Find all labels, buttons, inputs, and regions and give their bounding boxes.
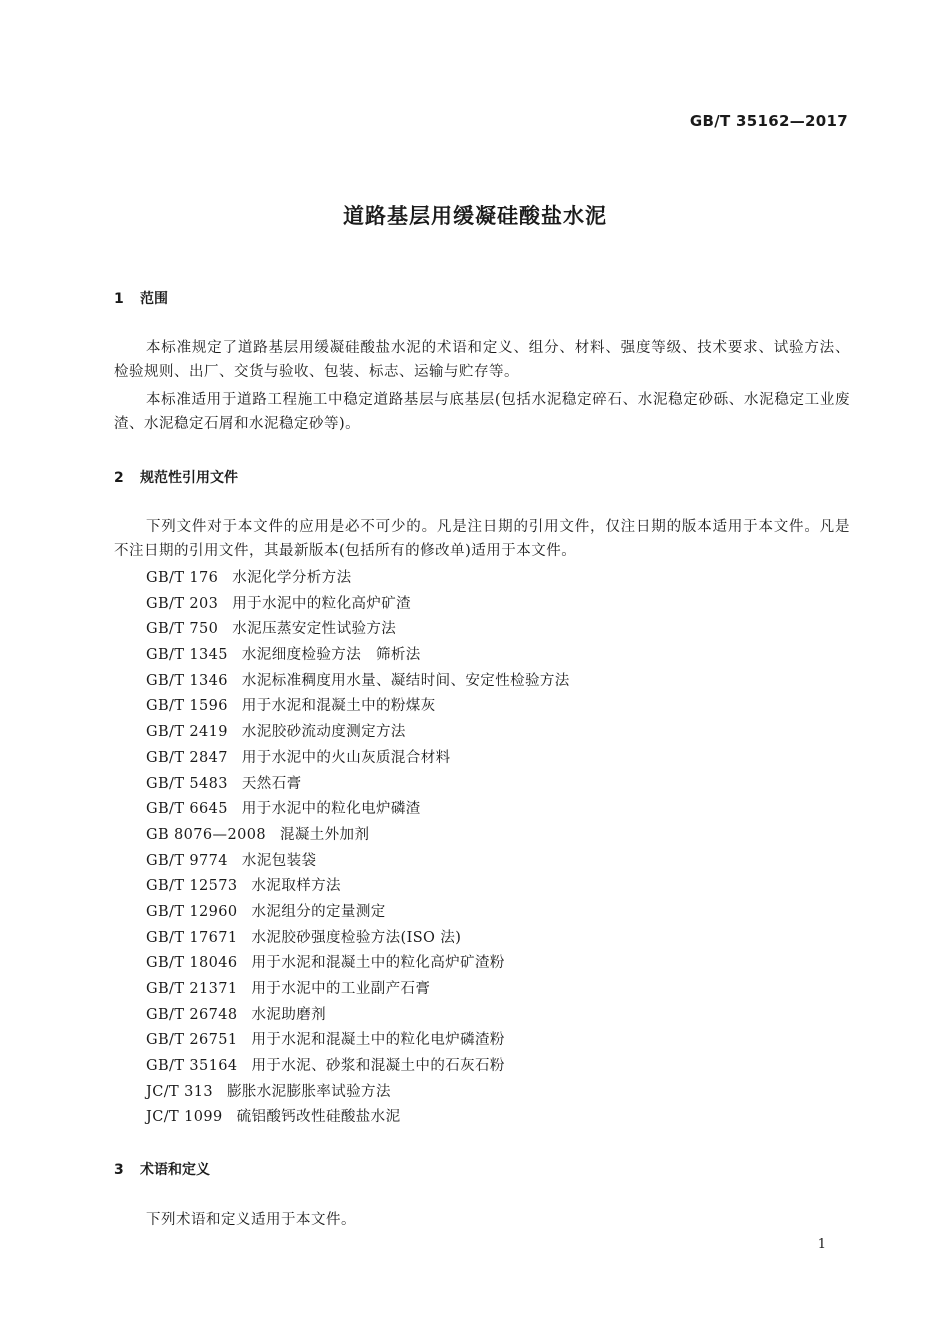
reference-code: GB/T 35164 [146, 1058, 238, 1075]
reference-title: 用于水泥中的火山灰质混合材料 [241, 749, 451, 766]
reference-title: 水泥包装袋 [241, 852, 317, 869]
reference-title: 混凝土外加剂 [279, 826, 370, 843]
reference-item [146, 746, 570, 772]
reference-code: GB/T 176 [146, 570, 219, 586]
reference-title: 水泥标准稠度用水量、凝结时间、安定性检验方法 [241, 672, 570, 689]
reference-code: GB/T 26751 [146, 1032, 238, 1049]
section-1-heading [114, 288, 168, 308]
reference-item [146, 669, 570, 695]
reference-code: GB/T 6645 [146, 801, 228, 818]
reference-item [146, 592, 570, 618]
reference-code: GB 8076—2008 [146, 826, 266, 843]
reference-item [146, 900, 570, 926]
reference-code: GB/T 12573 [146, 878, 238, 895]
document-title: 道路基层用缓凝硅酸盐水泥 [343, 204, 607, 228]
reference-title: 用于水泥中的粒化电炉磷渣 [241, 801, 421, 818]
reference-title: 硫铝酸钙改性硅酸盐水泥 [236, 1109, 401, 1126]
reference-item [146, 720, 570, 746]
section-number: 2 [114, 470, 124, 486]
reference-code: GB/T 1345 [146, 647, 228, 664]
reference-title: 水泥助磨剂 [251, 1006, 327, 1023]
reference-code: GB/T 18046 [146, 955, 238, 972]
normative-references-list [146, 566, 570, 1131]
reference-code: GB/T 750 [146, 621, 219, 638]
reference-title: 水泥压蒸安定性试验方法 [232, 621, 397, 638]
reference-item [146, 1080, 570, 1106]
reference-item [146, 1003, 570, 1029]
reference-title: 水泥取样方法 [251, 878, 341, 895]
reference-code: GB/T 9774 [146, 852, 228, 869]
section-3-heading [114, 1159, 210, 1179]
reference-title: 用于水泥和混凝土中的粒化高炉矿渣粉 [251, 955, 505, 972]
reference-item [146, 643, 570, 669]
section-title: 术语和定义 [140, 1162, 210, 1178]
reference-title: 用于水泥和混凝土中的粉煤灰 [241, 698, 436, 715]
reference-code: GB/T 17671 [146, 929, 238, 946]
reference-title: 用于水泥、砂浆和混凝土中的石灰石粉 [251, 1058, 505, 1075]
reference-code: GB/T 21371 [146, 981, 238, 997]
reference-item [146, 926, 570, 952]
reference-item [146, 1105, 570, 1131]
section-number: 1 [114, 291, 124, 307]
reference-item [146, 874, 570, 900]
reference-item [146, 951, 570, 977]
reference-code: GB/T 26748 [146, 1006, 238, 1023]
reference-code: GB/T 2419 [146, 724, 228, 741]
reference-title: 水泥细度检验方法 筛析法 [241, 647, 421, 664]
reference-item [146, 566, 570, 592]
reference-title: 水泥胶砂流动度测定方法 [241, 724, 406, 741]
reference-code: GB/T 203 [146, 595, 219, 612]
reference-code: GB/T 1346 [146, 672, 228, 689]
reference-item [146, 797, 570, 823]
reference-title: 水泥胶砂强度检验方法(ISO 法) [251, 929, 462, 946]
section-1-paragraph-1: 本标准规定了道路基层用缓凝硅酸盐水泥的术语和定义、组分、材料、强度等级、技术要求、试验方法、检验规则、出厂、交货与验收、包装、标志、运输与贮存等。 [114, 340, 850, 380]
reference-code: GB/T 5483 [146, 775, 228, 792]
reference-code: GB/T 12960 [146, 903, 238, 920]
reference-title: 用于水泥和混凝土中的粒化电炉磷渣粉 [251, 1032, 505, 1049]
reference-item [146, 1028, 570, 1054]
reference-item [146, 1054, 570, 1080]
section-2-paragraph-1: 下列文件对于本文件的应用是必不可少的。凡是注日期的引用文件，仅注日期的版本适用于本文件。凡是不注日期的引用文件，其最新版本(包括所有的修改单)适用于本文件。 [114, 519, 850, 559]
reference-code: JC/T 313 [146, 1083, 213, 1100]
reference-code: GB/T 1596 [146, 698, 228, 715]
page-number: 1 [817, 1237, 826, 1252]
reference-item [146, 694, 570, 720]
reference-title: 用于水泥中的工业副产石膏 [251, 981, 431, 997]
standard-number: GB/T 35162—2017 [689, 112, 848, 130]
reference-item [146, 849, 570, 875]
reference-title: 水泥化学分析方法 [232, 570, 352, 586]
reference-code: GB/T 2847 [146, 749, 228, 766]
section-3-paragraph-1: 下列术语和定义适用于本文件。 [146, 1212, 356, 1228]
section-title: 范围 [140, 291, 168, 307]
reference-item [146, 823, 570, 849]
reference-item [146, 772, 570, 798]
section-title: 规范性引用文件 [140, 470, 238, 486]
reference-item [146, 617, 570, 643]
section-2-heading [114, 467, 238, 487]
reference-title: 水泥组分的定量测定 [251, 903, 386, 920]
reference-title: 天然石膏 [241, 775, 302, 792]
section-1-paragraph-2: 本标准适用于道路工程施工中稳定道路基层与底基层(包括水泥稳定碎石、水泥稳定砂砾、水泥稳定工业废渣、水泥稳定石屑和水泥稳定砂等)。 [114, 392, 850, 432]
section-number: 3 [114, 1162, 124, 1178]
reference-title: 膨胀水泥膨胀率试验方法 [226, 1083, 391, 1100]
reference-code: JC/T 1099 [146, 1109, 223, 1126]
reference-title: 用于水泥中的粒化高炉矿渣 [232, 595, 412, 612]
reference-item [146, 977, 570, 1003]
